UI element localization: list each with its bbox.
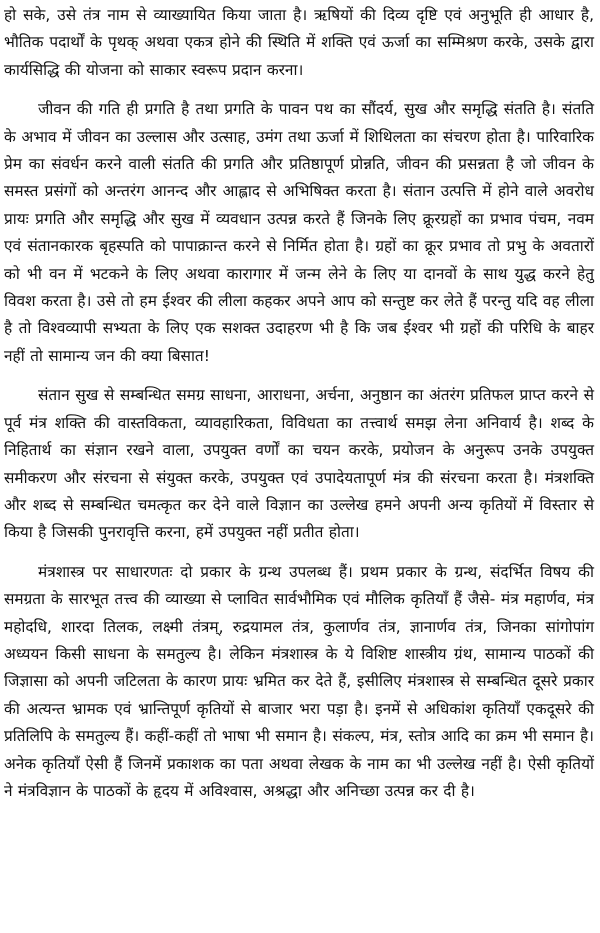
paragraph-continued: हो सके, उसे तंत्र नाम से व्याख्यायित किया जाता है। ऋषियों की दिव्य दृष्टि एवं अनुभूति ही आधार है, भौतिक पदार्थों के पृथक् अथवा एकत्र होने की स्थिति में शक्ति एवं ऊर्जा का सम्मिश्रण करके, उसके द्वारा कार्यसिद्धि की योजना को साकार स्वरूप प्रदान करना। xyxy=(4,6,594,79)
paragraph-mantra-power: संतान सुख से सम्बन्धित समग्र साधना, आराधना, अर्चना, अनुष्ठान का अंतरंग प्रतिफल प्राप्त करने से पूर्व मंत्र शक्ति की वास्तविकता, व्यावहारिकता, विविधता का तत्त्वार्थ समझ लेना अनिवार्य है। शब्द के निहितार्थ का संज्ञान रखने वाला, उपयुक्त वर्णों का चयन करके, प्रयोजन के अनुरूप उनके उपयुक्त समीकरण और संरचना से संयुक्त करके, उपयुक्त एवं उपादेयतापूर्ण मंत्र की संरचना करता है। मंत्रशक्ति और शब्द से सम्बन्धित चमत्कृत कर देने वाले विज्ञान का उल्लेख हमने अपनी अन्य कृतियों में विस्तार से किया है जिसकी पुनरावृत्ति करना, हमें उपयुक्त नहीं प्रतीत होता। xyxy=(4,386,594,542)
paragraph-mantra-texts: मंत्रशास्त्र पर साधारणतः दो प्रकार के ग्रन्थ उपलब्ध हैं। प्रथम प्रकार के ग्रन्थ, संदर्भित विषय की समग्रता के सारभूत तत्त्व की व्याख्या से प्लावित सार्वभौमिक एवं मौलिक कृतियाँ हैं जैसे- मंत्र महार्णव, मंत्र महोदधि, शारदा तिलक, लक्ष्मी तंत्रम्, रुद्रयामल तंत्र, कुलार्णव तंत्र, ज्ञानार्णव तंत्र, जिनका सांगोपांग अध्ययन किसी साधना के समतुल्य है। लेकिन मंत्रशास्त्र के ये विशिष्ट शास्त्रीय ग्रंथ, सामान्य पाठकों की जिज्ञासा को अपनी जटिलता के कारण प्रायः भ्रमित कर देते हैं, इसीलिए मंत्रशास्त्र से सम्बन्धित दूसरे प्रकार की अत्यन्त भ्रामक एवं भ्रान्तिपूर्ण कृतियों से बाजार भरा पड़ा है। इनमें से अधिकांश कृतियाँ एकदूसरे की प्रतिलिपि के समतुल्य हैं। कहीं-कहीं तो भाषा भी समान है। संकल्प, मंत्र, स्तोत्र आदि का क्रम भी समान है। अनेक कृतियाँ ऐसी हैं जिनमें प्रकाशक का पता अथवा लेखक के नाम का भी उल्लेख नहीं है। ऐसी कृतियों ने मंत्रविज्ञान के पाठकों के हृदय में अविश्वास, अश्रद्धा और अनिच्छा उत्पन्न कर दी है। xyxy=(4,562,594,800)
paragraph-progeny: जीवन की गति ही प्रगति है तथा प्रगति के पावन पथ का सौंदर्य, सुख और समृद्धि संतति है। संतति के अभाव में जीवन का उल्लास और उत्साह, उमंग तथा ऊर्जा में शिथिलता का संचरण होता है। पारिवारिक प्रेम का संवर्धन करने वाली संतति की प्रगति और प्रतिष्ठापूर्ण प्रोन्नति, जीवन की प्रसन्नता है जो जीवन के समस्त प्रसंगों को अन्तरंग आनन्द और आह्लाद से अभिषिक्त करता है। संतान उत्पत्ति में होने वाले अवरोध प्रायः प्रगति और समृद्धि और सुख में व्यवधान उत्पन्न करते हैं जिनके लिए क्रूरग्रहों का प्रभाव पंचम, नवम एवं संतानकारक बृहस्पति को पापाक्रान्त करने से निर्मित होता है। ग्रहों का क्रूर प्रभाव तो प्रभु के अवतारों को भी वन में भटकने के लिए अथवा कारागार में जन्म लेने के लिए या दानवों के साथ युद्ध करने हेतु विवश करता है। उसे तो हम ईश्वर की लीला कहकर अपने आप को सन्तुष्ट कर लेते हैं परन्तु यदि वह लीला है तो विश्वव्यापी सभ्यता के लिए एक सशक्त उदाहरण भी है कि जब ईश्वर भी ग्रहों की परिधि के बाहर नहीं तो सामान्य जन की क्या बिसात! xyxy=(4,100,594,365)
